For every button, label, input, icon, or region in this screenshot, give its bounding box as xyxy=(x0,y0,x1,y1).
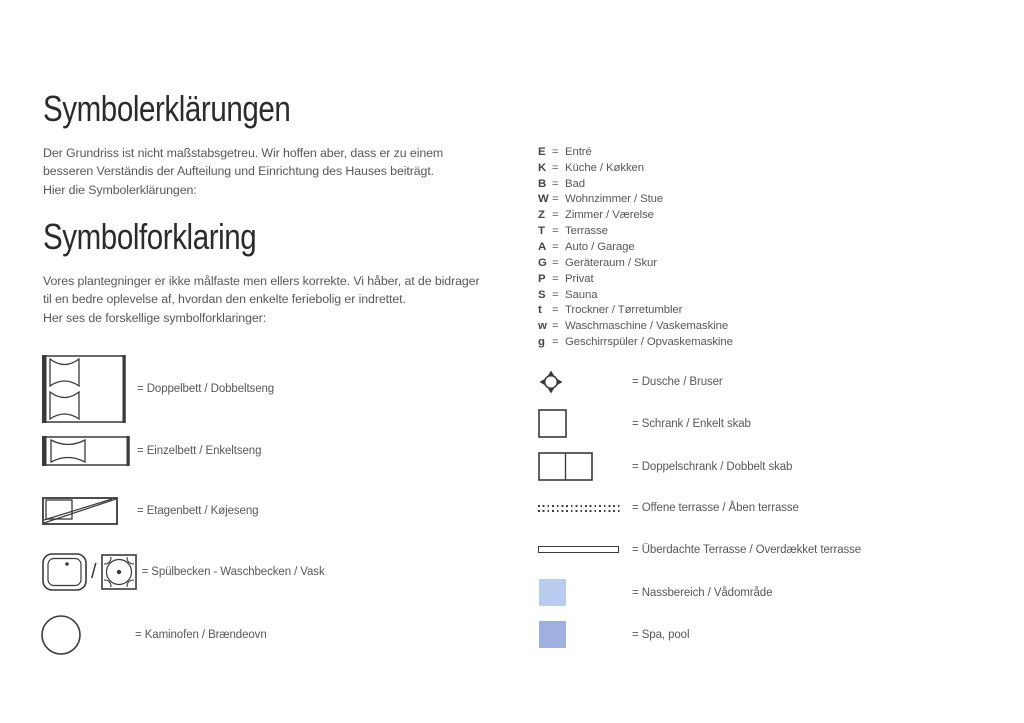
danish-intro-paragraph xyxy=(43,272,480,327)
symbol-label: = Spülbecken - Waschbecken / Vask xyxy=(141,566,325,578)
symbol-row-covered-terrace xyxy=(538,545,861,554)
symbol-label: = Doppelschrank / Dobbelt skab xyxy=(632,460,793,473)
symbol-label: = Offene terrasse / Åben terrasse xyxy=(632,502,799,514)
legend-row xyxy=(538,144,733,160)
equals-sign: = xyxy=(552,256,559,269)
legend-row xyxy=(538,160,733,176)
shower-icon xyxy=(538,369,564,395)
legend-row xyxy=(538,302,733,318)
legend-letter: K xyxy=(538,161,547,174)
legend-label: Terrasse xyxy=(565,225,608,238)
symbol-row-bunk-bed xyxy=(42,497,258,525)
spa-pool-swatch xyxy=(539,621,566,648)
symbol-row-double-bed xyxy=(42,355,274,423)
kitchen-sink-icon xyxy=(42,552,87,592)
symbol-row-shower xyxy=(538,369,723,395)
covered-terrace-icon xyxy=(538,546,619,553)
danish-intro-line: til en bedre oplevelse af, hvordan den enkelte feriebolig er indrettet. xyxy=(43,292,406,307)
symbol-label: = Spa, pool xyxy=(632,628,690,641)
equals-sign: = xyxy=(552,209,559,222)
legend-row xyxy=(538,223,733,239)
equals-sign: = xyxy=(552,177,559,190)
legend-label: Wohnzimmer / Stue xyxy=(565,193,664,206)
legend-label: Sauna xyxy=(565,288,598,301)
legend-label: Trockner / Tørretumbler xyxy=(565,304,683,317)
symbol-row-open-terrace xyxy=(538,503,799,513)
german-section-title: Symbolerklärungen xyxy=(43,88,291,129)
symbol-row-double-cabinet xyxy=(538,452,792,481)
legend-letter: S xyxy=(538,288,546,301)
bunk-bed-icon xyxy=(42,497,118,525)
german-intro-line: Der Grundriss ist nicht maßstabsgetreu. Wir hoffen aber, dass er zu einem xyxy=(43,146,444,160)
legend-row xyxy=(538,318,733,334)
legend-row xyxy=(538,192,733,208)
symbol-label: = Überdachte Terrasse / Overdækket terrasse xyxy=(632,543,862,556)
double-cabinet-icon xyxy=(538,452,593,481)
symbol-row-spa-pool xyxy=(539,621,689,648)
danish-section-title: Symbolforklaring xyxy=(43,216,257,257)
equals-sign: = xyxy=(552,161,559,174)
german-intro-line: besseren Verständis der Aufteilung und Einrichtung des Hauses beiträgt. xyxy=(43,164,435,179)
legend-row xyxy=(538,334,733,350)
danish-intro-line: Vores plantegninger er ikke målfaste men ellers korrekte. Vi håber, at de bidrager xyxy=(43,274,480,288)
legend-row xyxy=(538,207,733,223)
legend-row xyxy=(538,176,733,192)
legend-letter: P xyxy=(538,272,546,285)
danish-intro-line: Her ses de forskellige symbolforklaringer: xyxy=(43,310,267,325)
legend-label: Geschirrspüler / Opvaskemaskine xyxy=(565,336,733,349)
room-letter-legend xyxy=(538,144,733,350)
legend-row xyxy=(538,287,733,303)
legend-letter: E xyxy=(538,145,546,158)
legend-letter: W xyxy=(538,193,549,206)
double-bed-icon xyxy=(42,355,126,423)
single-cabinet-icon xyxy=(538,409,567,438)
symbol-label: = Kaminofen / Brændeovn xyxy=(135,629,267,641)
symbol-label: = Einzelbett / Enkeltseng xyxy=(137,445,262,457)
symbol-label: = Dusche / Bruser xyxy=(632,376,723,388)
equals-sign: = xyxy=(552,145,559,158)
equals-sign: = xyxy=(552,336,559,349)
symbol-row-wet-area xyxy=(539,579,772,606)
legend-label: Waschmaschine / Vaskemaskine xyxy=(565,320,729,333)
symbol-row-single-bed xyxy=(42,436,261,466)
equals-sign: = xyxy=(552,272,559,285)
legend-letter: T xyxy=(538,225,545,238)
equals-sign: = xyxy=(552,304,559,317)
legend-letter: w xyxy=(538,320,547,333)
equals-sign: = xyxy=(552,320,559,333)
legend-letter: B xyxy=(538,177,547,190)
legend-row xyxy=(538,271,733,287)
legend-label: Privat xyxy=(565,272,594,285)
symbol-row-wood-stove xyxy=(40,614,267,656)
wood-stove-icon xyxy=(40,614,82,656)
symbol-label: = Doppelbett / Dobbeltseng xyxy=(137,383,275,395)
symbol-row-cabinet xyxy=(538,409,751,438)
legend-label: Entré xyxy=(565,145,592,158)
legend-label: Bad xyxy=(565,177,585,190)
german-intro-line: Hier die Symbolerklärungen: xyxy=(43,182,197,197)
equals-sign: = xyxy=(552,193,559,206)
wash-basin-icon xyxy=(101,554,137,590)
legend-label: Auto / Garage xyxy=(565,240,635,253)
symbol-label: = Schrank / Enkelt skab xyxy=(632,417,751,430)
symbol-label: = Etagenbett / Køjeseng xyxy=(137,505,259,517)
legend-label: Geräteraum / Skur xyxy=(565,256,657,269)
legend-letter: A xyxy=(538,240,547,253)
german-intro-paragraph xyxy=(43,144,443,199)
symbol-row-sink xyxy=(42,552,325,592)
equals-sign: = xyxy=(552,225,559,238)
wet-area-swatch xyxy=(539,579,566,606)
legend-row xyxy=(538,255,733,271)
symbol-label: = Nassbereich / Vådområde xyxy=(632,586,773,599)
equals-sign: = xyxy=(552,240,559,253)
legend-letter: Z xyxy=(538,209,545,222)
single-bed-icon xyxy=(42,436,130,466)
legend-letter: g xyxy=(538,336,545,349)
open-terrace-icon xyxy=(538,505,621,512)
legend-letter: t xyxy=(538,304,542,317)
slash-separator: / xyxy=(91,560,97,583)
legend-label: Küche / Køkken xyxy=(565,161,645,174)
legend-letter: G xyxy=(538,256,547,269)
equals-sign: = xyxy=(552,288,559,301)
legend-label: Zimmer / Værelse xyxy=(565,209,654,222)
legend-row xyxy=(538,239,733,255)
